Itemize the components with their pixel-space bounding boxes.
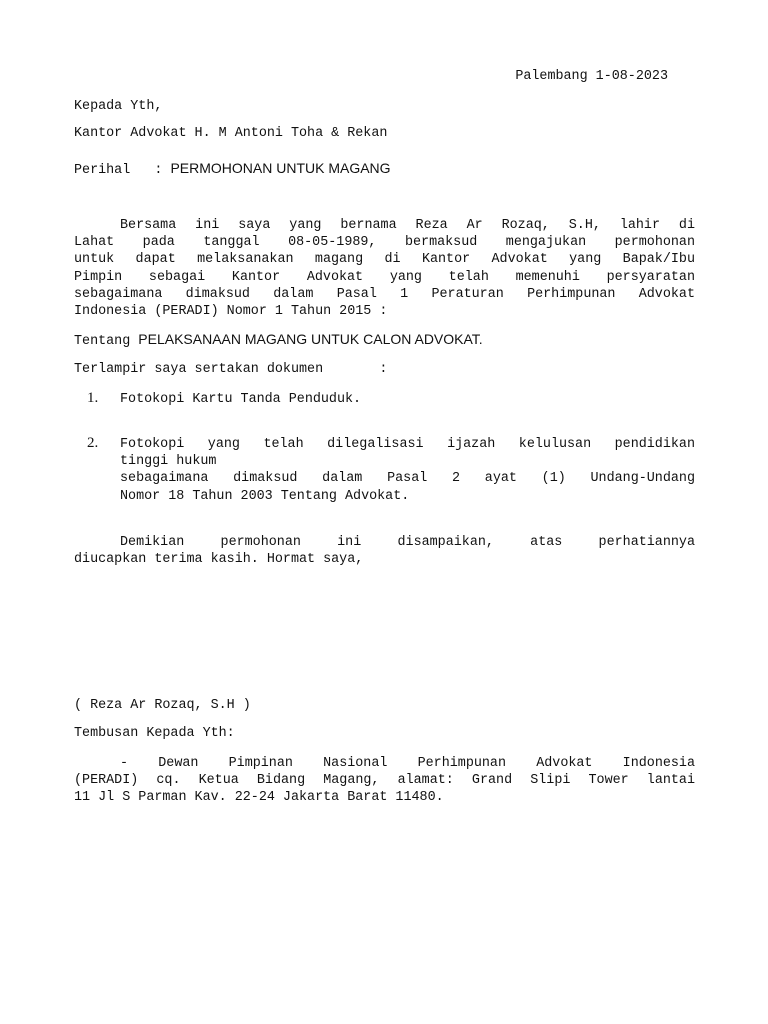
tentang-line xyxy=(74,331,483,350)
list-item-line: sebagaimana dimaksud dalam Pasal 2 ayat (1) Undang-Undang xyxy=(120,471,695,487)
closing-paragraph xyxy=(74,534,695,568)
list-item-line: tinggi hukum xyxy=(120,454,217,470)
tentang-prefix: Tentang xyxy=(74,334,139,349)
list-item-number: 1. xyxy=(87,390,99,406)
list-item-line: Fotokopi Kartu Tanda Penduduk. xyxy=(120,392,362,407)
letter-date: Palembang 1-08-2023 xyxy=(515,69,668,84)
cc-line: - Dewan Pimpinan Nasional Perhimpunan Advokat Indonesia xyxy=(120,756,695,771)
list-item xyxy=(120,436,695,505)
subject-line xyxy=(74,160,391,179)
cc-label: Tembusan Kepada Yth: xyxy=(74,726,235,741)
closing-line: Demikian permohonan ini disampaikan, atas perhatiannya xyxy=(120,535,695,550)
body-line: untuk dapat melaksanakan magang di Kantor Advokat yang Bapak/Ibu xyxy=(74,252,695,268)
body-line: sebagaimana dimaksud dalam Pasal 1 Peraturan Perhimpunan Advokat xyxy=(74,286,695,302)
subject-label: Perihal : xyxy=(74,163,171,178)
salutation: Kepada Yth, xyxy=(74,99,163,114)
body-line: Indonesia (PERADI) Nomor 1 Tahun 2015 : xyxy=(74,304,388,320)
body-paragraph xyxy=(74,217,695,320)
recipient: Kantor Advokat H. M Antoni Toha & Rekan xyxy=(74,126,388,141)
subject-value: PERMOHONAN UNTUK MAGANG xyxy=(170,160,391,176)
list-item-line: Fotokopi yang telah dilegalisasi ijazah kelulusan pendidikan xyxy=(120,437,695,452)
signature-name: ( Reza Ar Rozaq, S.H ) xyxy=(74,698,251,713)
closing-line: diucapkan terima kasih. Hormat saya, xyxy=(74,552,364,568)
body-line: Pimpin sebagai Kantor Advokat yang telah memenuhi persyaratan xyxy=(74,269,695,285)
list-item xyxy=(120,391,695,408)
tentang-value: PELAKSANAAN MAGANG UNTUK CALON ADVOKAT. xyxy=(138,331,483,347)
body-line: Lahat pada tanggal 08-05-1989, bermaksud mengajukan permohonan xyxy=(74,235,695,251)
cc-line: 11 Jl S Parman Kav. 22-24 Jakarta Barat 11480. xyxy=(74,790,444,806)
body-line: Bersama ini saya yang bernama Reza Ar Rozaq, S.H, lahir di xyxy=(120,218,695,233)
cc-line: (PERADI) cq. Ketua Bidang Magang, alamat: Grand Slipi Tower lantai xyxy=(74,773,695,789)
cc-paragraph xyxy=(74,755,695,807)
attachment-intro: Terlampir saya sertakan dokumen : xyxy=(74,362,388,377)
list-item-line: Nomor 18 Tahun 2003 Tentang Advokat. xyxy=(120,488,410,504)
list-item-number: 2. xyxy=(87,435,99,451)
